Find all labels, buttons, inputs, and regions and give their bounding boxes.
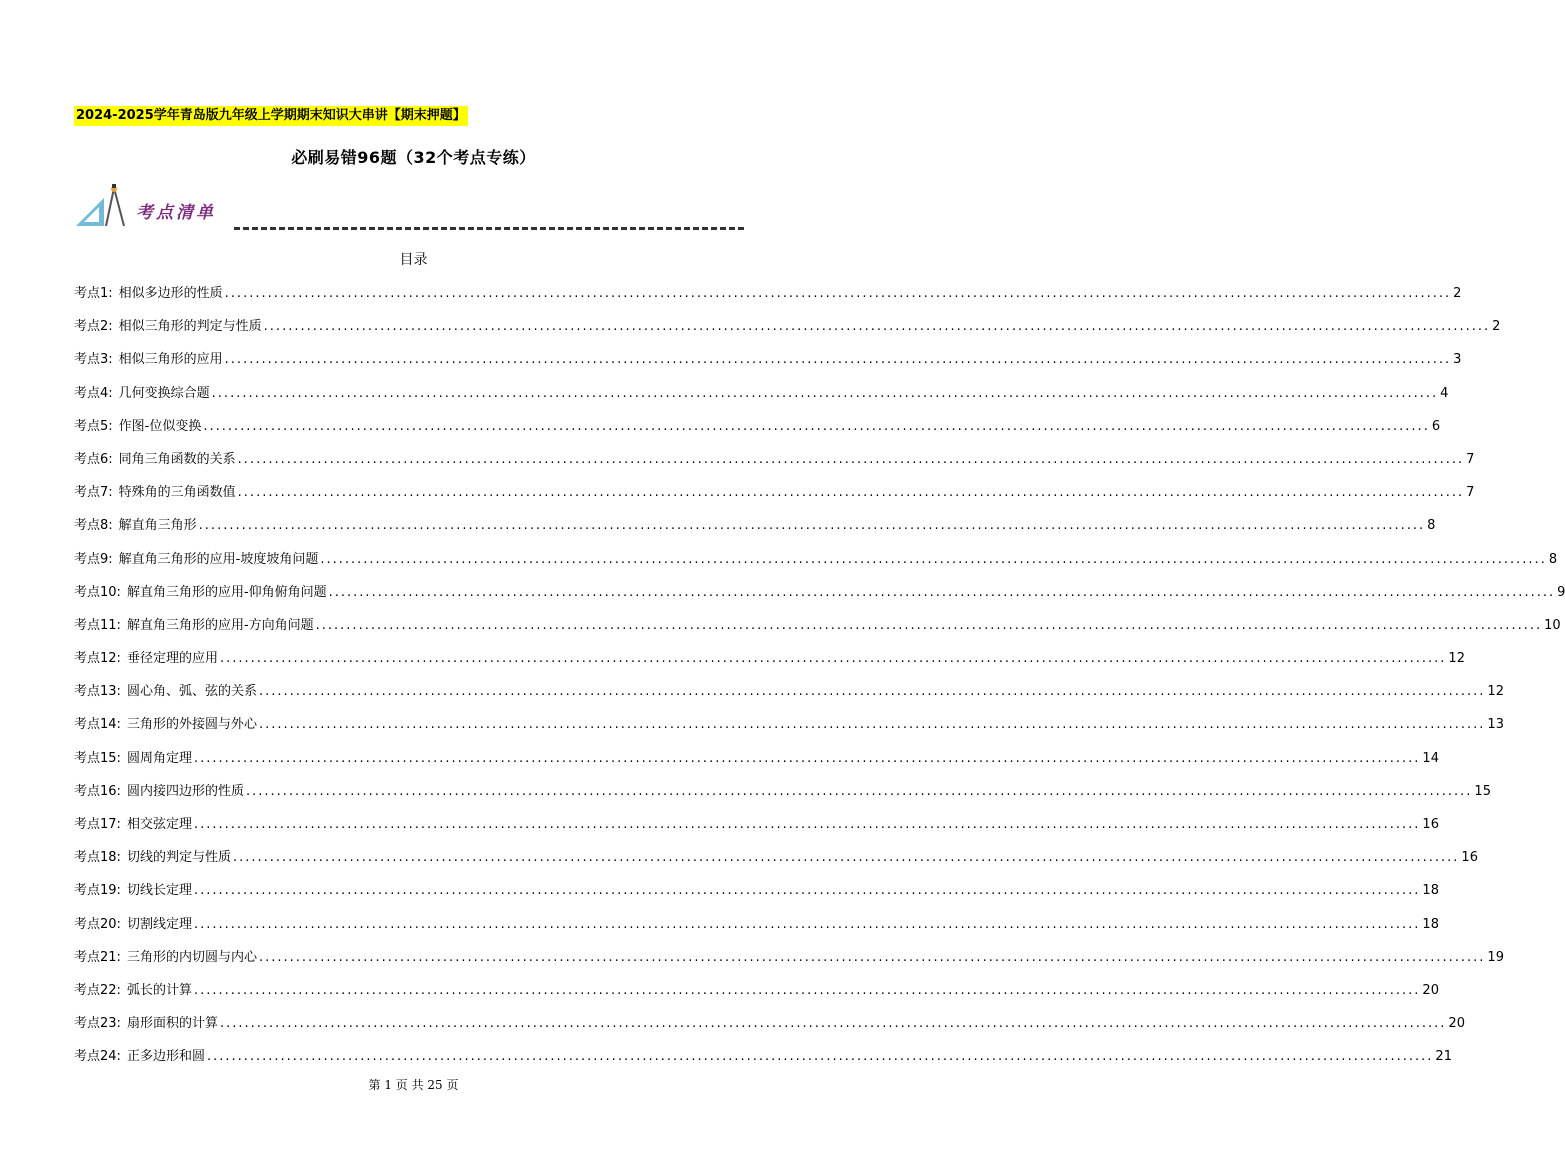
banner-divider — [234, 227, 744, 230]
triangle-ruler-compass-icon — [74, 184, 134, 230]
toc-entry-page: 2 — [1492, 319, 1501, 335]
toc-leader-dots: ........................................................................................................................................................................................................ — [224, 286, 1452, 301]
toc-leader-dots: ........................................................................................................................................................................................................ — [258, 684, 1486, 700]
toc-entry[interactable] — [74, 514, 1436, 547]
toc-entry-page: 12 — [1448, 651, 1465, 667]
toc-entry-number: 考点9: — [74, 551, 113, 567]
toc-entry-number: 考点3: — [74, 352, 113, 368]
series-title: 2024-2025学年青岛版九年级上学期期末知识大串讲【期末押题】 — [74, 106, 468, 126]
toc-entry-page: 21 — [1435, 1049, 1452, 1065]
toc-entry-title: 三角形的外接圆与外心 — [126, 717, 257, 733]
toc-entry[interactable] — [74, 747, 1439, 780]
toc-entry-number: 考点23: — [74, 1016, 121, 1032]
toc-entry-number: 考点14: — [74, 717, 121, 733]
toc-entry-page: 3 — [1453, 352, 1462, 368]
toc-entry[interactable] — [74, 813, 1439, 846]
toc-entry-title: 作图-位似变换 — [118, 418, 202, 434]
toc-entry-page: 4 — [1440, 385, 1449, 401]
toc-leader-dots: ........................................................................................................................................................................................................ — [219, 1016, 1447, 1032]
toc-leader-dots: ........................................................................................................................................................................................................ — [258, 949, 1486, 965]
toc-entry-number: 考点13: — [74, 684, 121, 700]
toc-entry-page: 13 — [1487, 717, 1504, 733]
toc-entry-number: 考点17: — [74, 817, 121, 832]
section-banner — [74, 184, 744, 234]
toc-entry-title: 圆内接四边形的性质 — [126, 783, 244, 799]
toc-entry-title: 圆周角定理 — [126, 750, 192, 766]
toc-entry-number: 考点6: — [74, 451, 113, 467]
toc-entry-title: 相似三角形的判定与性质 — [118, 319, 262, 335]
toc-entry-number: 考点18: — [74, 850, 121, 866]
toc-entry-title: 解直角三角形的应用-坡度坡角问题 — [118, 551, 319, 567]
toc-entry[interactable] — [74, 780, 1491, 813]
toc-entry[interactable] — [74, 481, 1475, 514]
toc-leader-dots: ........................................................................................................................................................................................................ — [198, 518, 1426, 534]
toc-entry-page: 7 — [1466, 451, 1475, 467]
toc-entry-title: 弧长的计算 — [126, 982, 192, 998]
toc-entry-number: 考点16: — [74, 783, 121, 799]
toc-entry-title: 切割线定理 — [126, 916, 192, 932]
toc-entry-number: 考点8: — [74, 518, 113, 534]
toc-entry-number: 考点22: — [74, 982, 121, 998]
toc-entry-page: 18 — [1422, 883, 1439, 899]
toc-entry-title: 同角三角函数的关系 — [118, 451, 236, 467]
toc-entry-title: 特殊角的三角函数值 — [118, 485, 236, 501]
toc-entry-number: 考点4: — [74, 385, 113, 401]
toc-leader-dots: ........................................................................................................................................................................................................ — [237, 451, 1465, 467]
toc-leader-dots: ........................................................................................................................................................................................................ — [219, 651, 1447, 667]
toc-leader-dots: ........................................................................................................................................................................................................ — [245, 783, 1473, 799]
toc-entry-page: 16 — [1422, 817, 1439, 832]
toc-entry-page: 18 — [1422, 916, 1439, 932]
toc-entry-title: 三角形的内切圆与内心 — [126, 949, 257, 965]
toc-entry-page: 2 — [1453, 286, 1462, 301]
toc-leader-dots: ........................................................................................................................................................................................................ — [258, 717, 1486, 733]
toc-entry-page: 15 — [1474, 783, 1491, 799]
toc-entry-number: 考点5: — [74, 418, 113, 434]
toc-entry-number: 考点20: — [74, 916, 121, 932]
toc-entry[interactable] — [74, 548, 1558, 581]
toc-entry[interactable] — [74, 680, 1504, 713]
toc-entry[interactable] — [74, 581, 1565, 614]
toc-entry-page: 7 — [1466, 485, 1475, 501]
toc-leader-dots: ........................................................................................................................................................................................................ — [193, 817, 1421, 832]
toc-entry-title: 相交弦定理 — [126, 817, 192, 832]
toc-entry-number: 考点11: — [74, 617, 121, 633]
toc-entry-number: 考点7: — [74, 485, 113, 501]
table-of-contents — [74, 282, 1565, 1079]
toc-entry-number: 考点12: — [74, 651, 121, 667]
toc-leader-dots: ........................................................................................................................................................................................................ — [237, 485, 1465, 501]
toc-entry-page: 16 — [1461, 850, 1478, 866]
toc-leader-dots: ........................................................................................................................................................................................................ — [224, 352, 1452, 368]
toc-entry-title: 切线的判定与性质 — [126, 850, 231, 866]
toc-entry-page: 8 — [1427, 518, 1436, 534]
toc-entry-title: 解直角三角形 — [118, 518, 197, 534]
page-title: 必刷易错96题（32个考点专练） — [291, 148, 536, 167]
toc-entry-title: 扇形面积的计算 — [126, 1016, 218, 1032]
toc-entry-number: 考点1: — [74, 286, 113, 301]
toc-entry-title: 几何变换综合题 — [118, 385, 210, 401]
toc-entry-number: 考点21: — [74, 949, 121, 965]
toc-leader-dots: ........................................................................................................................................................................................................ — [263, 319, 1491, 335]
toc-entry[interactable] — [74, 448, 1475, 481]
toc-entry-page: 12 — [1487, 684, 1504, 700]
toc-leader-dots: ........................................................................................................................................................................................................ — [328, 584, 1556, 600]
toc-leader-dots: ........................................................................................................................................................................................................ — [193, 750, 1421, 766]
toc-entry-title: 正多边形和圆 — [126, 1049, 205, 1065]
toc-entry-number: 考点10: — [74, 584, 121, 600]
toc-entry[interactable] — [74, 946, 1504, 979]
page-footer: 第 1 页 共 25 页 — [368, 1078, 459, 1092]
toc-entry-page: 9 — [1557, 584, 1565, 600]
toc-entry-title: 相似多边形的性质 — [118, 286, 223, 301]
toc-entry-page: 20 — [1448, 1016, 1465, 1032]
toc-entry-title: 解直角三角形的应用-仰角俯角问题 — [126, 584, 327, 600]
toc-entry[interactable] — [74, 913, 1439, 946]
toc-entry-title: 垂径定理的应用 — [126, 651, 218, 667]
toc-entry[interactable] — [74, 382, 1449, 415]
toc-entry-number: 考点15: — [74, 750, 121, 766]
toc-leader-dots: ........................................................................................................................................................................................................ — [320, 551, 1547, 567]
toc-heading: 目录 — [399, 252, 428, 268]
toc-leader-dots: ........................................................................................................................................................................................................ — [193, 883, 1421, 899]
toc-entry[interactable] — [74, 614, 1561, 647]
toc-leader-dots: ........................................................................................................................................................................................................ — [211, 385, 1439, 401]
toc-entry-page: 14 — [1422, 750, 1439, 766]
toc-entry[interactable] — [74, 846, 1478, 879]
toc-leader-dots: ........................................................................................................................................................................................................ — [206, 1049, 1434, 1065]
toc-entry[interactable] — [74, 315, 1501, 348]
toc-entry-title: 圆心角、弧、弦的关系 — [126, 684, 257, 700]
toc-leader-dots: ........................................................................................................................................................................................................ — [315, 617, 1543, 633]
toc-entry-page: 20 — [1422, 982, 1439, 998]
toc-entry[interactable] — [74, 282, 1462, 315]
toc-entry[interactable] — [74, 647, 1465, 680]
toc-entry[interactable] — [74, 979, 1439, 1012]
toc-entry-page: 8 — [1548, 551, 1558, 567]
toc-entry[interactable] — [74, 348, 1462, 381]
toc-entry[interactable] — [74, 1045, 1452, 1078]
toc-leader-dots: ........................................................................................................................................................................................................ — [193, 916, 1421, 932]
toc-leader-dots: ........................................................................................................................................................................................................ — [232, 850, 1460, 866]
toc-entry[interactable] — [74, 713, 1504, 746]
toc-entry-page: 10 — [1544, 617, 1561, 633]
toc-entry-title: 切线长定理 — [126, 883, 192, 899]
toc-leader-dots: ........................................................................................................................................................................................................ — [193, 982, 1421, 998]
toc-entry-title: 相似三角形的应用 — [118, 352, 223, 368]
toc-entry[interactable] — [74, 1012, 1465, 1045]
toc-entry-page: 6 — [1431, 418, 1441, 434]
toc-entry-page: 19 — [1487, 949, 1504, 965]
toc-entry-number: 考点2: — [74, 319, 113, 335]
toc-entry-number: 考点19: — [74, 883, 121, 899]
banner-label: 考点清单 — [136, 203, 216, 223]
toc-leader-dots: ........................................................................................................................................................................................................ — [203, 418, 1430, 434]
toc-entry[interactable] — [74, 415, 1441, 448]
toc-entry[interactable] — [74, 879, 1439, 912]
toc-entry-title: 解直角三角形的应用-方向角问题 — [126, 617, 314, 633]
toc-entry-number: 考点24: — [74, 1049, 121, 1065]
